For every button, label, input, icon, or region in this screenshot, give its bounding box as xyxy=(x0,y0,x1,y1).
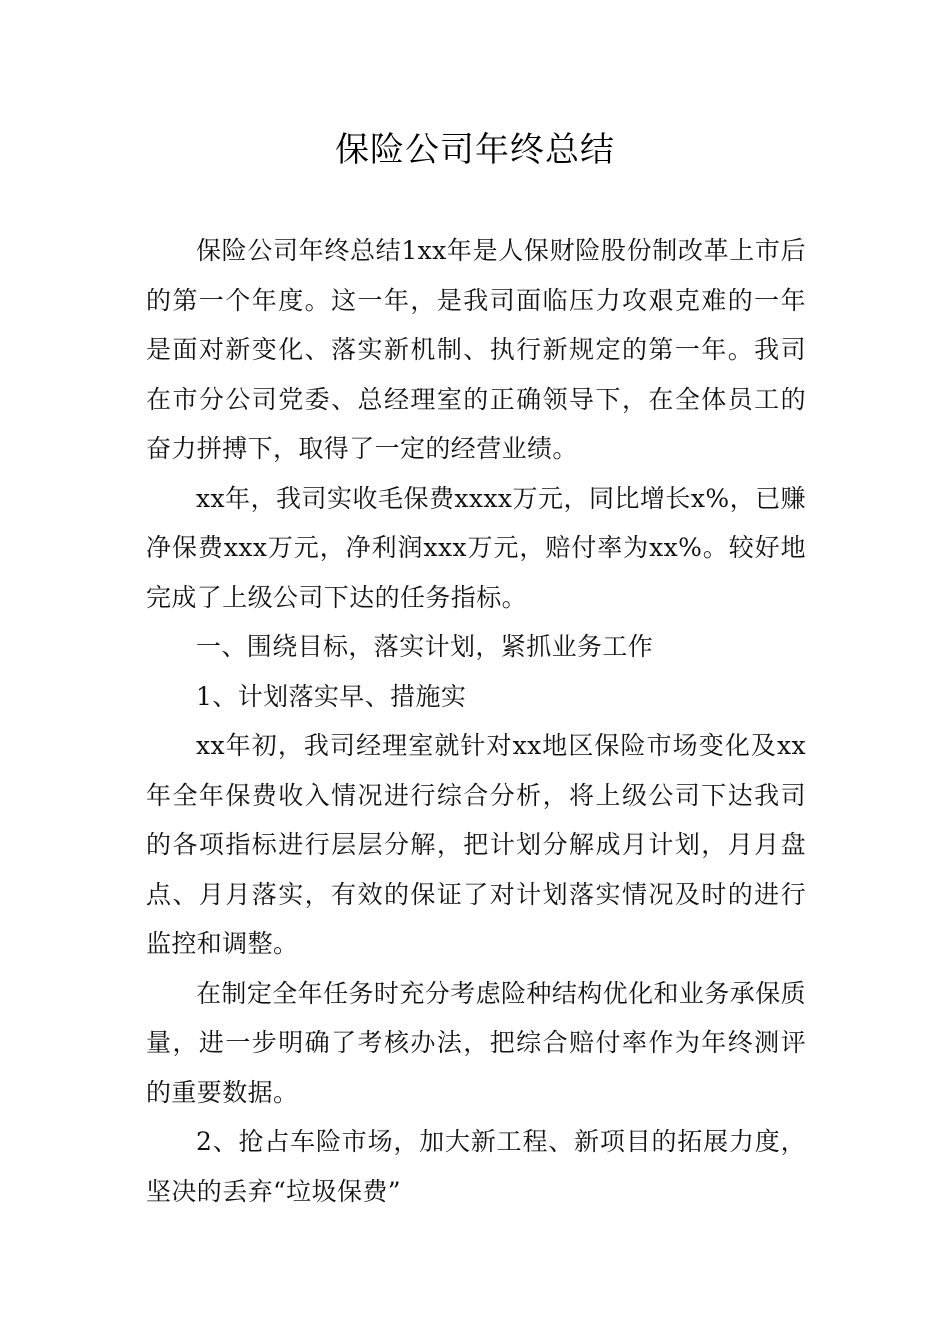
paragraph-figures: xx年，我司实收毛保费xxxx万元，同比增长x%，已赚净保费xxx万元，净利润xxx万元，赔付率为xx%。较好地完成了上级公司下达的任务指标。 xyxy=(146,483,806,612)
paragraph-intro: 保险公司年终总结1xx年是人保财险股份制改革上市后的第一个年度。这一年，是我司面临压力攻艰克难的一年是面对新变化、落实新机制、执行新规定的第一年。我司在市分公司党委、总经理室的正确领导下，在全体员工的奋力拼搏下，取得了一定的经营业绩。 xyxy=(146,236,806,463)
paragraph-plan: xx年初，我司经理室就针对xx地区保险市场变化及xx年全年保费收入情况进行综合分析，将上级公司下达我司的各项指标进行层层分解，把计划分解成月计划，月月盘点、月月落实，有效的保证了对计划落实情况及时的进行监控和调整。 xyxy=(146,731,806,958)
paragraph-tasks: 在制定全年任务时充分考虑险种结构优化和业务承保质量，进一步明确了考核办法，把综合赔付率作为年终测评的重要数据。 xyxy=(146,978,806,1107)
subheading-1: 1、计划落实早、措施实 xyxy=(196,681,467,711)
subheading-2: 2、抢占车险市场，加大新工程、新项目的拓展力度，坚决的丢弃“垃圾保费” xyxy=(146,1127,806,1206)
document-body xyxy=(146,226,806,1216)
section-heading-1: 一、围绕目标，落实计划，紧抓业务工作 xyxy=(196,632,654,661)
document-title: 保险公司年终总结 xyxy=(335,130,615,170)
